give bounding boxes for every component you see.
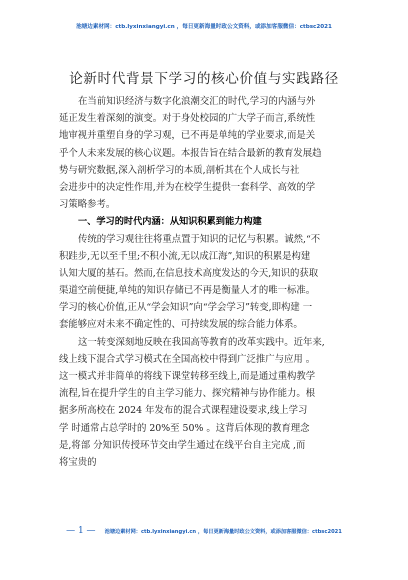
paragraph-line: 这一转变深刻地反映在我国高等教育的改革实践中。近年来,: [78, 336, 325, 348]
paragraph-line: 据多所高校在 2024 年发布的混合式课程建设要求,线上学习: [59, 405, 308, 417]
section-heading: 一、学习的时代内涵：从知识积累到能力构建: [78, 216, 262, 228]
paragraph-line: 延正发生着深刻的演变。对于身处校园的广大学子而言,系统性: [59, 113, 316, 125]
top-banner: 池塘边素材网：ctb.lyxinxiangyi.cn ，每日更新海量时政公文资料，或添加客服微信：ctbsc2021: [76, 24, 332, 30]
page-number: — 1 —: [66, 526, 96, 536]
paragraph-line: 线上线下混合式学习模式在全国高校中得到广泛推广与应用 。: [59, 353, 316, 365]
paragraph-line: 在当前知识经济与数字化浪潮交汇的时代,学习的内涵与外: [78, 96, 316, 107]
paragraph-line: 流程,旨在提升学生的自主学习能力、探究精神与协作能力。根: [59, 388, 316, 400]
footer-banner: 池塘边素材网：ctb.lyxinxiangyi.cn ，每日更新海量时政公文资料，或添加客服微信：ctbsc2021: [104, 529, 342, 535]
paragraph-line: 渠道空前便捷,单纯的知识存储已不再是衡量人才的唯一标准。: [59, 285, 316, 297]
paragraph-line: 积跬步,无以至千里;不积小流,无以成江海”,知识的积累是构建: [59, 250, 311, 262]
paragraph-line: 会进步中的决定性作用,并为在校学生提供一套科学、高效的学: [59, 181, 316, 193]
paragraph-line: 将宝贵的: [59, 456, 97, 468]
paragraph-line: 套能够应对未来不确定性的、可持续发展的综合能力体系。: [59, 319, 303, 331]
paragraph-line: 乎个人未来发展的核心议题。本报告旨在结合最新的教育发展趋: [59, 147, 322, 159]
document-title: 论新时代背景下学习的核心价值与实践路径: [69, 71, 339, 87]
paragraph-line: 认知大厦的基石。然而,在信息技术高度发达的今天,知识的获取: [59, 267, 319, 279]
paragraph-line: 势与研究数据,深入剖析学习的本质,剖析其在个人成长与社: [59, 164, 300, 176]
page-footer: [0, 518, 408, 537]
paragraph-line: 地审视并重塑自身的学习观，已不再是单纯的学业要求,而是关: [59, 130, 316, 142]
paragraph-line: 习策略参考。: [59, 199, 116, 211]
paragraph-line: 这一模式并非简单的将线下课堂转移至线上,而是通过重构教学: [59, 371, 316, 382]
document-body: [59, 93, 365, 471]
paragraph-line: 传统的学习观往往将重点置于知识的记忆与积累。诚然,“不: [78, 233, 321, 245]
paragraph-line: 是,将部 分知识传授环节交由学生通过在线平台自主完成 ,而: [59, 439, 306, 451]
paragraph-line: 学习的核心价值,正从“学会知识”向“学会学习”转变,即构建 一: [59, 302, 313, 314]
paragraph-line: 学 时通常占总学时的 20%至 50% 。这背后体现的教育理念: [59, 422, 310, 434]
